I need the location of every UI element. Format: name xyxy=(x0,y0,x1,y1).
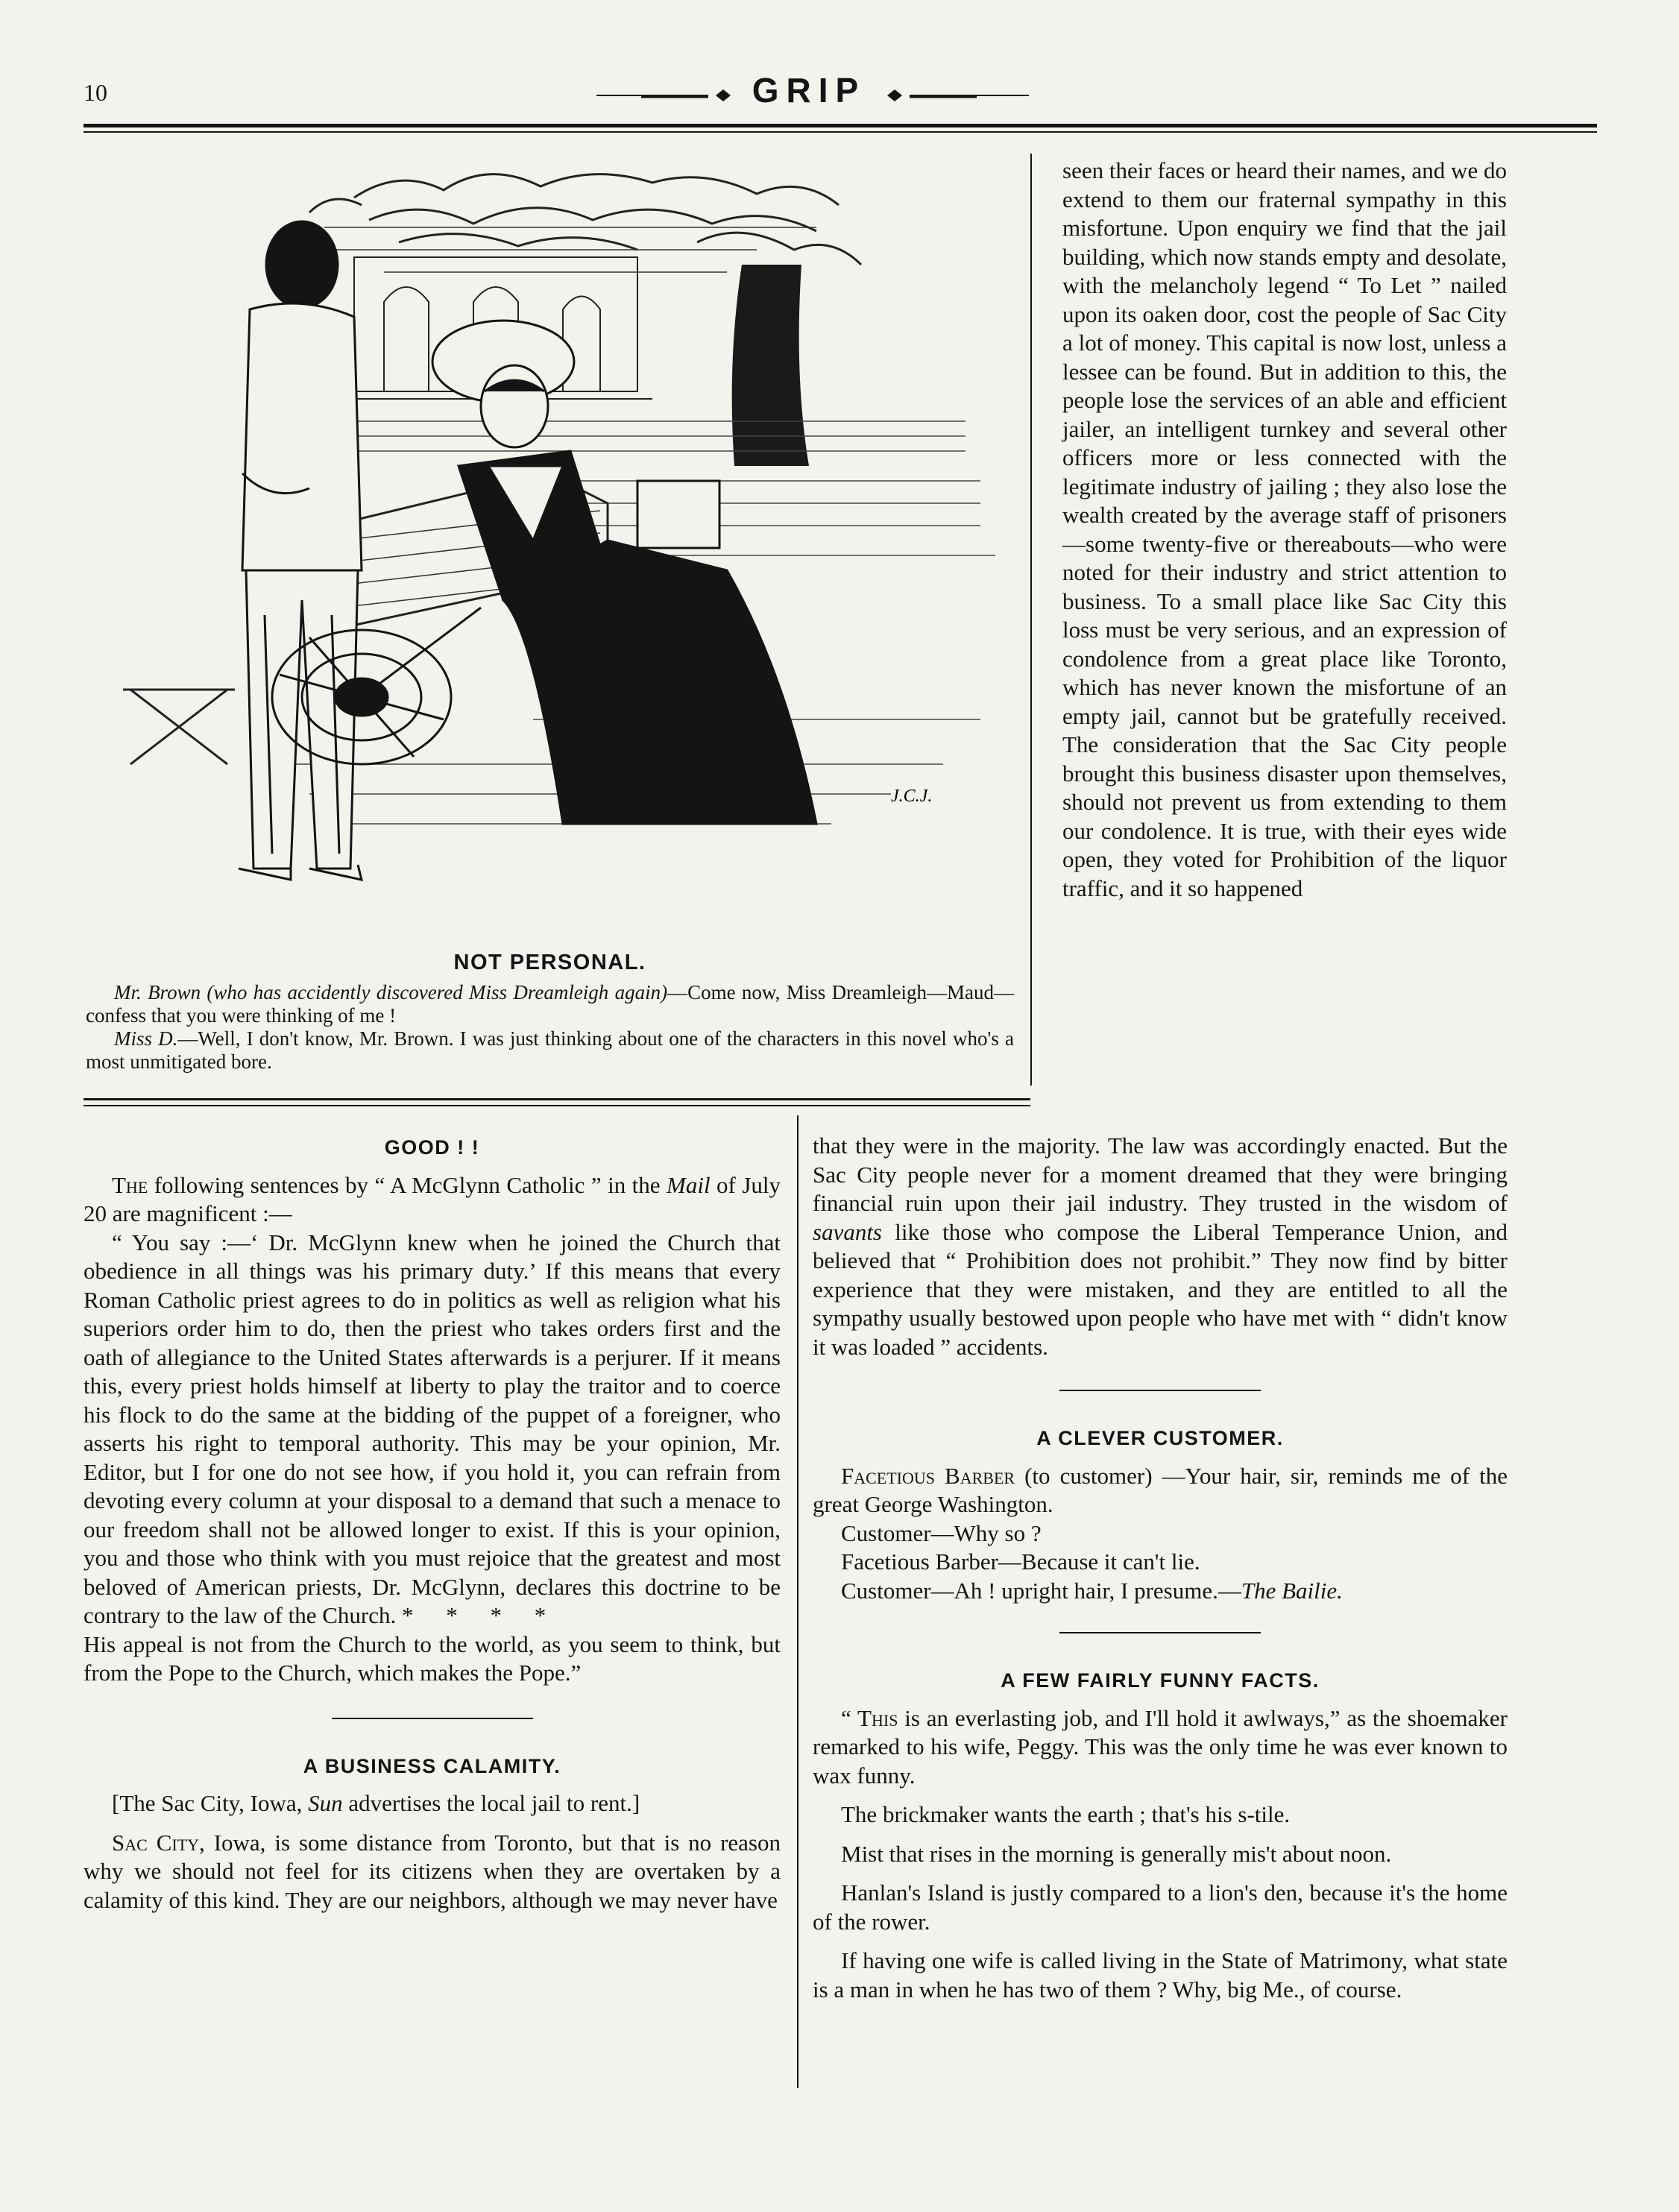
calamity-note: [The Sac City, Iowa, Sun advertises the local jail to rent.] xyxy=(112,1790,640,1816)
header-rule-thin xyxy=(84,131,1597,133)
header-rule-thick xyxy=(84,124,1597,127)
masthead-title: GRIP xyxy=(752,71,866,110)
funny-facts-title: A FEW FAIRLY FUNNY FACTS. xyxy=(1001,1669,1320,1692)
artist-signature: J.C.J. xyxy=(891,787,933,806)
caption-speaker-1: Mr. Brown (who has accidently discovered Miss Dreamleigh again) xyxy=(114,981,668,1003)
masthead-ornament-left xyxy=(596,86,731,101)
foliage xyxy=(309,174,861,265)
funny-fact-1: “ This is an everlasting job, and I'll hold it awlways,” as the shoemaker remarked to his wife, Peggy. This was the only time he was ever known to wax funny. xyxy=(813,1704,1508,1789)
funny-fact-5: If having one wife is called living in the State of Matrimony, what state is a man in when he has two of them ? Why, big Me., of course. xyxy=(813,1947,1508,2003)
good-quote-conclusion: His appeal is not from the Church to the world, as you seem to think, but from the Pope to the Church, which makes the Pope.” xyxy=(84,1630,781,1686)
illustration-divider-vertical xyxy=(1030,154,1032,1085)
clever-customer-title: A CLEVER CUSTOMER. xyxy=(1036,1427,1284,1449)
clever-customer-line-4: Customer—Ah ! upright hair, I presume.—The Bailie. xyxy=(841,1577,1343,1604)
caption-speaker-2: Miss D. xyxy=(114,1027,178,1050)
good-quote: “ You say :—‘ Dr. McGlynn knew when he joined the Church that obedience in all things was his primary duty.’ If this means that every Roman Catholic priest agrees to do in politics as well as religion what his superiors order him to do, then the priest who takes orders first and the oath of allegiance to the United States afterwards is a perjurer. If it means this, every priest holds himself at liberty to play the traitor and to coerce his flock to do the same at the bidding of the puppet of a foreigner, who asserts his right to temporal authority. This may be your opinion, Mr. Editor, but I for one do not see how, if you hold it, you can refrain from devoting every column at your disposal to a demand that such a menace to our freedom shall not be allowed longer to exist. If this is your opinion, you and those who think with you must rejoice that the greatest and most beloved of American priests, Dr. McGlynn, declares this doctrine to be contrary to the law of the Church. * * * * xyxy=(84,1229,781,1628)
funny-fact-2: The brickmaker wants the earth ; that's his s-tile. xyxy=(841,1801,1291,1827)
business-calamity-title: A BUSINESS CALAMITY. xyxy=(303,1754,561,1777)
illustration-bottom-rule-thin xyxy=(84,1105,1030,1106)
good-title: GOOD ! ! xyxy=(384,1136,480,1159)
section-rule xyxy=(1059,1390,1261,1391)
funny-fact-3: Mist that rises in the morning is generally mis't about noon. xyxy=(841,1840,1392,1867)
illustration-bottom-rule-thick xyxy=(84,1098,1030,1100)
clever-customer-line-2: Customer—Why so ? xyxy=(841,1519,1042,1546)
good-intro: The following sentences by “ A McGlynn Catholic ” in the Mail of July 20 are magnificent :— xyxy=(84,1171,781,1226)
right-column-bottom xyxy=(813,1132,1508,2004)
ellipsis-stars: * * * * xyxy=(401,1602,560,1628)
funny-fact-4: Hanlan's Island is justly compared to a lion's den, because it's the home of the rower. xyxy=(813,1879,1508,1935)
calamity-paragraph-conclusion: that they were in the majority. The law was accordingly enacted. But the Sac City people never for a moment dreamed that they were bringing financial ruin upon their jail industry. They trusted in the wisdom of savants like those who compose the Liberal Temperance Union, and believed that “ Prohibition does not prohibit.” They now find by bitter experience that they were mistaken, and they are entitled to all the sympathy usually bestowed upon people who have met with “ didn't know it was loaded ” accidents. xyxy=(813,1132,1508,1360)
caption-title: NOT PERSONAL. xyxy=(453,951,646,974)
left-column xyxy=(84,1133,781,1915)
page-number: 10 xyxy=(84,79,107,106)
section-rule xyxy=(332,1718,533,1719)
caption-speech-2: —Well, I don't know, Mr. Brown. I was just thinking about one of the characters in this novel who's a most unmitigated bore. xyxy=(86,1027,1014,1073)
man-figure xyxy=(239,221,362,880)
calamity-paragraph: Sac City, Iowa, is some distance from Toronto, but that is no reason why we should not feel for its citizens when they are overtaken by a calamity of this kind. They are our neighbors, although we may never have xyxy=(84,1829,781,1913)
cartoon-illustration xyxy=(86,153,1014,943)
caption-speech-1: —Come now, Miss Dreamleigh—Maud—confess that you were thinking of me ! xyxy=(86,981,1015,1027)
calamity-paragraph-continued: seen their faces or heard their names, and we do extend to them our fraternal sympathy in this misfortune. Upon enquiry we find that the jail building, which now stands empty and desolate, with the melancholy legend “ To Let ” nailed upon its oaken door, cost the people of Sac City a lot of money. This capital is now lost, unless a lessee can be found. But in addition to this, the people lose the services of an able and efficient jailer, an intelligent turnkey and several other officers more or less connected with the legitimate industry of jailing ; they also lose the wealth created by the average staff of prisoners—some twenty-five or thereabouts—who were noted for their industry and strict attention to business. To a small place like Sac City this loss must be very serious, and an expression of condolence from a great place like Toronto, which has never known the misfortune of an empty jail, cannot but be gratefully received. The consideration that the Sac City people brought this business disaster upon themselves, should not prevent us from extending to them our condolence. It is true, with their eyes wide open, they voted for Prohibition of the liquor traffic, and it so happened xyxy=(1062,157,1507,901)
illustration-caption xyxy=(86,981,1014,1074)
masthead-ornament-right xyxy=(887,86,1036,101)
column-divider-vertical xyxy=(797,1115,798,2088)
calamity-continuation-top xyxy=(1062,157,1507,903)
section-rule xyxy=(1059,1632,1261,1633)
clever-customer-line-1: Facetious Barber (to customer) —Your hair, sir, reminds me of the great George Washington. xyxy=(813,1462,1508,1517)
camp-stool xyxy=(123,690,235,764)
clever-customer-line-3: Facetious Barber—Because it can't lie. xyxy=(841,1548,1200,1575)
